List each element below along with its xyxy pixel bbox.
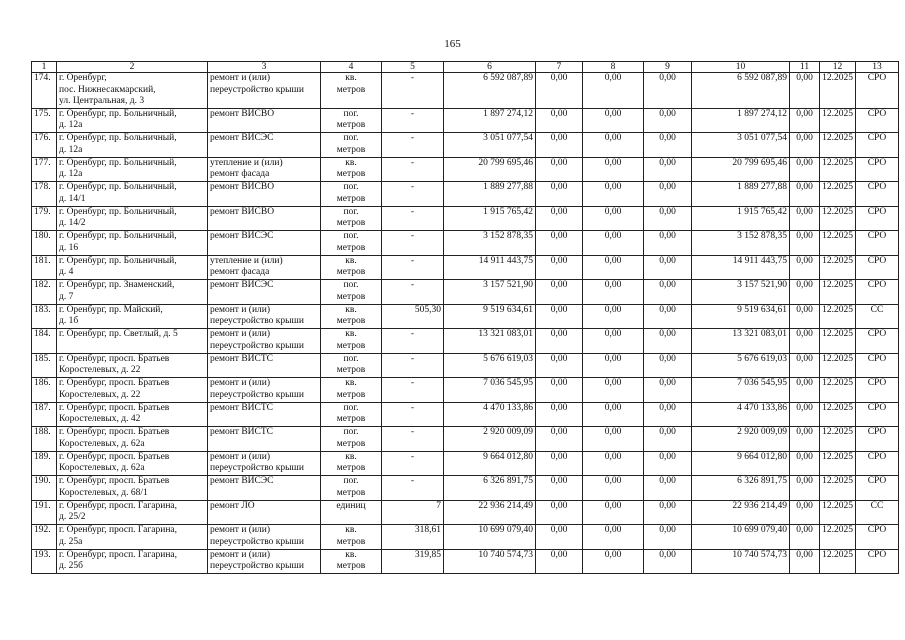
address-cell: г. Оренбург, пр. Больничный, д. 14/1 [57, 182, 208, 207]
quantity-cell: - [382, 255, 444, 280]
column-header: 4 [321, 62, 382, 73]
table-row [32, 133, 899, 158]
column-header: 6 [444, 62, 536, 73]
local-funds-cell: 0,00 [644, 549, 692, 574]
quantity-cell: - [382, 329, 444, 354]
quantity-cell: 505,30 [382, 304, 444, 329]
regional-funds-cell: 0,00 [583, 280, 644, 305]
completion-date-cell: 12.2025 [820, 353, 856, 378]
total-cost-cell: 5 676 619,03 [444, 353, 536, 378]
federal-funds-cell: 0,00 [536, 280, 583, 305]
column-header: 13 [856, 62, 899, 73]
regional-funds-cell: 0,00 [583, 255, 644, 280]
total-cost-cell: 2 920 009,09 [444, 427, 536, 452]
work-type-cell: ремонт ВИСТС [208, 353, 321, 378]
federal-funds-cell: 0,00 [536, 451, 583, 476]
row-number: 189. [32, 451, 57, 476]
owner-funds-cell: 1 897 274,12 [692, 108, 790, 133]
completion-date-cell: 12.2025 [820, 206, 856, 231]
fund-type-cell: СРО [856, 451, 899, 476]
fund-type-cell: СРО [856, 182, 899, 207]
local-funds-cell: 0,00 [644, 378, 692, 403]
regional-funds-cell: 0,00 [583, 549, 644, 574]
owner-funds-cell: 3 051 077,54 [692, 133, 790, 158]
federal-funds-cell: 0,00 [536, 329, 583, 354]
unit-cell: кв. метров [321, 378, 382, 403]
column-header: 12 [820, 62, 856, 73]
unit-cell: пог. метров [321, 280, 382, 305]
work-type-cell: ремонт ВИСВО [208, 182, 321, 207]
table-row [32, 549, 899, 574]
work-type-cell: ремонт и (или) переустройство крыши [208, 549, 321, 574]
other-funds-cell: 0,00 [790, 476, 820, 501]
local-funds-cell: 0,00 [644, 476, 692, 501]
completion-date-cell: 12.2025 [820, 500, 856, 525]
total-cost-cell: 6 592 087,89 [444, 73, 536, 109]
completion-date-cell: 12.2025 [820, 329, 856, 354]
total-cost-cell: 6 326 891,75 [444, 476, 536, 501]
quantity-cell: - [382, 108, 444, 133]
unit-cell: кв. метров [321, 157, 382, 182]
local-funds-cell: 0,00 [644, 255, 692, 280]
completion-date-cell: 12.2025 [820, 378, 856, 403]
quantity-cell: 7 [382, 500, 444, 525]
fund-type-cell: СРО [856, 133, 899, 158]
completion-date-cell: 12.2025 [820, 133, 856, 158]
table-row [32, 157, 899, 182]
column-header: 7 [536, 62, 583, 73]
federal-funds-cell: 0,00 [536, 353, 583, 378]
fund-type-cell: СС [856, 304, 899, 329]
column-header: 9 [644, 62, 692, 73]
local-funds-cell: 0,00 [644, 133, 692, 158]
quantity-cell: - [382, 378, 444, 403]
federal-funds-cell: 0,00 [536, 157, 583, 182]
federal-funds-cell: 0,00 [536, 427, 583, 452]
table-row [32, 182, 899, 207]
federal-funds-cell: 0,00 [536, 133, 583, 158]
address-cell: г. Оренбург, пр. Майский, д. 1б [57, 304, 208, 329]
table-row [32, 206, 899, 231]
quantity-cell: - [382, 133, 444, 158]
other-funds-cell: 0,00 [790, 353, 820, 378]
table-body [32, 62, 899, 574]
regional-funds-cell: 0,00 [583, 500, 644, 525]
unit-cell: пог. метров [321, 231, 382, 256]
work-type-cell: ремонт и (или) переустройство крыши [208, 525, 321, 550]
address-cell: г. Оренбург, пр. Больничный, д. 12а [57, 133, 208, 158]
total-cost-cell: 1 889 277,88 [444, 182, 536, 207]
owner-funds-cell: 6 326 891,75 [692, 476, 790, 501]
local-funds-cell: 0,00 [644, 427, 692, 452]
row-number: 183. [32, 304, 57, 329]
regional-funds-cell: 0,00 [583, 73, 644, 109]
address-cell: г. Оренбург, пр. Больничный, д. 12а [57, 157, 208, 182]
local-funds-cell: 0,00 [644, 182, 692, 207]
total-cost-cell: 9 664 012,80 [444, 451, 536, 476]
completion-date-cell: 12.2025 [820, 451, 856, 476]
federal-funds-cell: 0,00 [536, 500, 583, 525]
row-number: 188. [32, 427, 57, 452]
unit-cell: кв. метров [321, 525, 382, 550]
quantity-cell: - [382, 451, 444, 476]
completion-date-cell: 12.2025 [820, 73, 856, 109]
unit-cell: кв. метров [321, 73, 382, 109]
owner-funds-cell: 14 911 443,75 [692, 255, 790, 280]
completion-date-cell: 12.2025 [820, 304, 856, 329]
total-cost-cell: 20 799 695,46 [444, 157, 536, 182]
other-funds-cell: 0,00 [790, 182, 820, 207]
address-cell: г. Оренбург, пр. Больничный, д. 14/2 [57, 206, 208, 231]
row-number: 179. [32, 206, 57, 231]
quantity-cell: - [382, 280, 444, 305]
address-cell: г. Оренбург, просп. Братьев Коростелевых, д. 62а [57, 451, 208, 476]
total-cost-cell: 10 740 574,73 [444, 549, 536, 574]
work-type-cell: ремонт ВИСЭС [208, 476, 321, 501]
quantity-cell: - [382, 427, 444, 452]
federal-funds-cell: 0,00 [536, 255, 583, 280]
owner-funds-cell: 22 936 214,49 [692, 500, 790, 525]
fund-type-cell: СРО [856, 402, 899, 427]
other-funds-cell: 0,00 [790, 133, 820, 158]
other-funds-cell: 0,00 [790, 304, 820, 329]
work-type-cell: утепление и (или) ремонт фасада [208, 157, 321, 182]
row-number: 182. [32, 280, 57, 305]
owner-funds-cell: 3 157 521,90 [692, 280, 790, 305]
unit-cell: пог. метров [321, 476, 382, 501]
other-funds-cell: 0,00 [790, 329, 820, 354]
row-number: 177. [32, 157, 57, 182]
federal-funds-cell: 0,00 [536, 182, 583, 207]
completion-date-cell: 12.2025 [820, 280, 856, 305]
local-funds-cell: 0,00 [644, 108, 692, 133]
quantity-cell: - [382, 157, 444, 182]
other-funds-cell: 0,00 [790, 280, 820, 305]
federal-funds-cell: 0,00 [536, 304, 583, 329]
row-number: 193. [32, 549, 57, 574]
regional-funds-cell: 0,00 [583, 133, 644, 158]
work-type-cell: ремонт и (или) переустройство крыши [208, 378, 321, 403]
row-number: 175. [32, 108, 57, 133]
table-row [32, 402, 899, 427]
unit-cell: кв. метров [321, 451, 382, 476]
work-type-cell: ремонт ВИСЭС [208, 231, 321, 256]
completion-date-cell: 12.2025 [820, 108, 856, 133]
fund-type-cell: СРО [856, 549, 899, 574]
row-number: 181. [32, 255, 57, 280]
total-cost-cell: 9 519 634,61 [444, 304, 536, 329]
table-row [32, 108, 899, 133]
quantity-cell: - [382, 73, 444, 109]
work-type-cell: ремонт и (или) переустройство крыши [208, 451, 321, 476]
quantity-cell: - [382, 476, 444, 501]
table-row [32, 476, 899, 501]
table-row [32, 427, 899, 452]
completion-date-cell: 12.2025 [820, 525, 856, 550]
regional-funds-cell: 0,00 [583, 378, 644, 403]
row-number: 185. [32, 353, 57, 378]
owner-funds-cell: 5 676 619,03 [692, 353, 790, 378]
completion-date-cell: 12.2025 [820, 255, 856, 280]
other-funds-cell: 0,00 [790, 500, 820, 525]
owner-funds-cell: 6 592 087,89 [692, 73, 790, 109]
address-cell: г. Оренбург, пр. Больничный, д. 12а [57, 108, 208, 133]
unit-cell: кв. метров [321, 304, 382, 329]
unit-cell: пог. метров [321, 427, 382, 452]
completion-date-cell: 12.2025 [820, 549, 856, 574]
total-cost-cell: 13 321 083,01 [444, 329, 536, 354]
fund-type-cell: СРО [856, 525, 899, 550]
table-row [32, 451, 899, 476]
owner-funds-cell: 20 799 695,46 [692, 157, 790, 182]
regional-funds-cell: 0,00 [583, 353, 644, 378]
address-cell: г. Оренбург, просп. Братьев Коростелевых, д. 68/1 [57, 476, 208, 501]
work-type-cell: утепление и (или) ремонт фасада [208, 255, 321, 280]
work-type-cell: ремонт ВИСВО [208, 108, 321, 133]
table-row [32, 329, 899, 354]
unit-cell: пог. метров [321, 353, 382, 378]
fund-type-cell: СРО [856, 280, 899, 305]
address-cell: г. Оренбург, просп. Братьев Коростелевых, д. 62а [57, 427, 208, 452]
regional-funds-cell: 0,00 [583, 182, 644, 207]
quantity-cell: 318,61 [382, 525, 444, 550]
regional-funds-cell: 0,00 [583, 329, 644, 354]
local-funds-cell: 0,00 [644, 402, 692, 427]
address-cell: г. Оренбург, просп. Братьев Коростелевых, д. 42 [57, 402, 208, 427]
owner-funds-cell: 10 699 079,40 [692, 525, 790, 550]
column-header: 5 [382, 62, 444, 73]
regional-funds-cell: 0,00 [583, 231, 644, 256]
fund-type-cell: СРО [856, 378, 899, 403]
local-funds-cell: 0,00 [644, 280, 692, 305]
row-number: 176. [32, 133, 57, 158]
table-row [32, 525, 899, 550]
local-funds-cell: 0,00 [644, 353, 692, 378]
row-number: 178. [32, 182, 57, 207]
owner-funds-cell: 2 920 009,09 [692, 427, 790, 452]
other-funds-cell: 0,00 [790, 402, 820, 427]
local-funds-cell: 0,00 [644, 500, 692, 525]
row-number: 186. [32, 378, 57, 403]
owner-funds-cell: 3 152 878,35 [692, 231, 790, 256]
other-funds-cell: 0,00 [790, 451, 820, 476]
local-funds-cell: 0,00 [644, 304, 692, 329]
other-funds-cell: 0,00 [790, 231, 820, 256]
completion-date-cell: 12.2025 [820, 476, 856, 501]
local-funds-cell: 0,00 [644, 206, 692, 231]
fund-type-cell: СРО [856, 427, 899, 452]
address-cell: г. Оренбург, пр. Больничный, д. 4 [57, 255, 208, 280]
table-row [32, 353, 899, 378]
quantity-cell: - [382, 353, 444, 378]
regional-funds-cell: 0,00 [583, 402, 644, 427]
total-cost-cell: 22 936 214,49 [444, 500, 536, 525]
total-cost-cell: 4 470 133,86 [444, 402, 536, 427]
work-type-cell: ремонт ВИСВО [208, 206, 321, 231]
address-cell: г. Оренбург, пр. Светлый, д. 5 [57, 329, 208, 354]
unit-cell: кв. метров [321, 255, 382, 280]
fund-type-cell: СРО [856, 329, 899, 354]
total-cost-cell: 1 897 274,12 [444, 108, 536, 133]
work-type-cell: ремонт ВИСЭС [208, 280, 321, 305]
table-row [32, 255, 899, 280]
work-type-cell: ремонт ВИСТС [208, 402, 321, 427]
address-cell: г. Оренбург, просп. Гагарина, д. 25б [57, 549, 208, 574]
unit-cell: пог. метров [321, 206, 382, 231]
completion-date-cell: 12.2025 [820, 231, 856, 256]
local-funds-cell: 0,00 [644, 157, 692, 182]
unit-cell: кв. метров [321, 329, 382, 354]
quantity-cell: 319,85 [382, 549, 444, 574]
federal-funds-cell: 0,00 [536, 108, 583, 133]
column-header: 2 [57, 62, 208, 73]
federal-funds-cell: 0,00 [536, 525, 583, 550]
other-funds-cell: 0,00 [790, 73, 820, 109]
federal-funds-cell: 0,00 [536, 476, 583, 501]
quantity-cell: - [382, 231, 444, 256]
row-number: 190. [32, 476, 57, 501]
completion-date-cell: 12.2025 [820, 427, 856, 452]
regional-funds-cell: 0,00 [583, 451, 644, 476]
fund-type-cell: СРО [856, 255, 899, 280]
address-cell: г. Оренбург, просп. Братьев Коростелевых, д. 22 [57, 378, 208, 403]
table-row [32, 304, 899, 329]
regional-funds-cell: 0,00 [583, 476, 644, 501]
owner-funds-cell: 7 036 545,95 [692, 378, 790, 403]
other-funds-cell: 0,00 [790, 157, 820, 182]
owner-funds-cell: 1 915 765,42 [692, 206, 790, 231]
unit-cell: пог. метров [321, 402, 382, 427]
address-cell: г. Оренбург, просп. Гагарина, д. 25а [57, 525, 208, 550]
owner-funds-cell: 9 664 012,80 [692, 451, 790, 476]
regional-funds-cell: 0,00 [583, 157, 644, 182]
other-funds-cell: 0,00 [790, 255, 820, 280]
fund-type-cell: СРО [856, 206, 899, 231]
total-cost-cell: 1 915 765,42 [444, 206, 536, 231]
local-funds-cell: 0,00 [644, 451, 692, 476]
fund-type-cell: СРО [856, 353, 899, 378]
page-number: 165 [444, 38, 461, 50]
fund-type-cell: СРО [856, 476, 899, 501]
unit-cell: пог. метров [321, 108, 382, 133]
row-number: 192. [32, 525, 57, 550]
total-cost-cell: 7 036 545,95 [444, 378, 536, 403]
address-cell: г. Оренбург, просп. Братьев Коростелевых, д. 22 [57, 353, 208, 378]
table-row [32, 280, 899, 305]
unit-cell: пог. метров [321, 182, 382, 207]
other-funds-cell: 0,00 [790, 206, 820, 231]
table-row [32, 73, 899, 109]
total-cost-cell: 14 911 443,75 [444, 255, 536, 280]
unit-cell: пог. метров [321, 133, 382, 158]
quantity-cell: - [382, 206, 444, 231]
table-row [32, 500, 899, 525]
other-funds-cell: 0,00 [790, 427, 820, 452]
column-header: 11 [790, 62, 820, 73]
column-header: 3 [208, 62, 321, 73]
fund-type-cell: СРО [856, 231, 899, 256]
work-type-cell: ремонт ВИСТС [208, 427, 321, 452]
quantity-cell: - [382, 182, 444, 207]
address-cell: г. Оренбург, пр. Знаменский, д. 7 [57, 280, 208, 305]
total-cost-cell: 3 157 521,90 [444, 280, 536, 305]
table-row [32, 231, 899, 256]
other-funds-cell: 0,00 [790, 549, 820, 574]
owner-funds-cell: 4 470 133,86 [692, 402, 790, 427]
regional-funds-cell: 0,00 [583, 427, 644, 452]
address-cell: г. Оренбург, пр. Больничный, д. 16 [57, 231, 208, 256]
regional-funds-cell: 0,00 [583, 304, 644, 329]
work-type-cell: ремонт и (или) переустройство крыши [208, 73, 321, 109]
federal-funds-cell: 0,00 [536, 402, 583, 427]
row-number: 187. [32, 402, 57, 427]
completion-date-cell: 12.2025 [820, 157, 856, 182]
column-header: 8 [583, 62, 644, 73]
completion-date-cell: 12.2025 [820, 402, 856, 427]
total-cost-cell: 10 699 079,40 [444, 525, 536, 550]
total-cost-cell: 3 152 878,35 [444, 231, 536, 256]
column-number-header-row [32, 62, 899, 73]
regional-funds-cell: 0,00 [583, 525, 644, 550]
fund-type-cell: СРО [856, 73, 899, 109]
row-number: 191. [32, 500, 57, 525]
regional-funds-cell: 0,00 [583, 206, 644, 231]
local-funds-cell: 0,00 [644, 231, 692, 256]
owner-funds-cell: 13 321 083,01 [692, 329, 790, 354]
address-cell: г. Оренбург, просп. Гагарина, д. 25/2 [57, 500, 208, 525]
owner-funds-cell: 1 889 277,88 [692, 182, 790, 207]
local-funds-cell: 0,00 [644, 329, 692, 354]
local-funds-cell: 0,00 [644, 73, 692, 109]
owner-funds-cell: 10 740 574,73 [692, 549, 790, 574]
unit-cell: единиц [321, 500, 382, 525]
work-type-cell: ремонт и (или) переустройство крыши [208, 329, 321, 354]
fund-type-cell: СРО [856, 157, 899, 182]
work-type-cell: ремонт ВИСЭС [208, 133, 321, 158]
row-number: 174. [32, 73, 57, 109]
row-number: 184. [32, 329, 57, 354]
address-cell: г. Оренбург, пос. Нижнесакмарский, ул. Центральная, д. 3 [57, 73, 208, 109]
owner-funds-cell: 9 519 634,61 [692, 304, 790, 329]
regional-funds-cell: 0,00 [583, 108, 644, 133]
total-cost-cell: 3 051 077,54 [444, 133, 536, 158]
quantity-cell: - [382, 402, 444, 427]
federal-funds-cell: 0,00 [536, 206, 583, 231]
other-funds-cell: 0,00 [790, 108, 820, 133]
federal-funds-cell: 0,00 [536, 378, 583, 403]
federal-funds-cell: 0,00 [536, 549, 583, 574]
federal-funds-cell: 0,00 [536, 73, 583, 109]
completion-date-cell: 12.2025 [820, 182, 856, 207]
other-funds-cell: 0,00 [790, 525, 820, 550]
work-type-cell: ремонт ЛО [208, 500, 321, 525]
local-funds-cell: 0,00 [644, 525, 692, 550]
row-number: 180. [32, 231, 57, 256]
work-type-cell: ремонт и (или) переустройство крыши [208, 304, 321, 329]
other-funds-cell: 0,00 [790, 378, 820, 403]
table-row [32, 378, 899, 403]
unit-cell: кв. метров [321, 549, 382, 574]
capital-repair-table [31, 61, 899, 574]
fund-type-cell: СРО [856, 108, 899, 133]
fund-type-cell: СС [856, 500, 899, 525]
column-header: 10 [692, 62, 790, 73]
column-header: 1 [32, 62, 57, 73]
federal-funds-cell: 0,00 [536, 231, 583, 256]
